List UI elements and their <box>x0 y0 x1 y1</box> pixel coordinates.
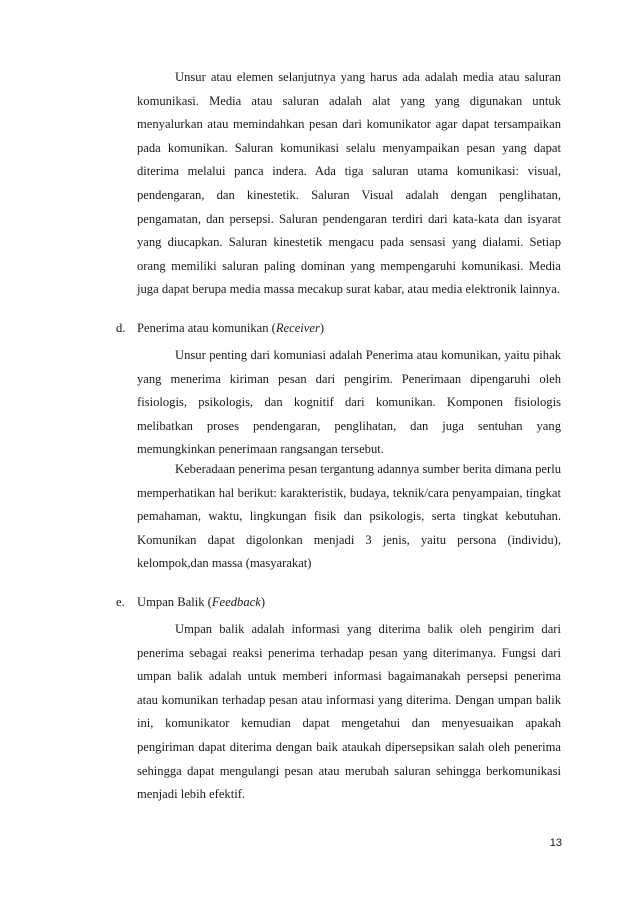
page-number: 13 <box>549 837 562 849</box>
list-marker-d: d. <box>116 321 126 335</box>
paragraph-receiver-factors: Keberadaan penerima pesan tergantung adannya sumber berita dimana perlu memperhatikan hal berikut: karakteristik, budaya, teknik/cara penyampaian, tingkat pemahaman, waktu, lingkungan fisik dan psikologis, serta tingkat kebutuhan. Komunikan dapat digolonkan menjadi 3 jenis, yaitu persona (individu), kelompok,dan massa (masyarakat) <box>137 462 561 571</box>
list-marker-e: e. <box>116 595 125 609</box>
heading-feedback-term: Feedback <box>211 595 261 609</box>
heading-receiver-text: Penerima atau komunikan ( <box>137 321 276 335</box>
paragraph-media-channel: Unsur atau elemen selanjutnya yang harus ada adalah media atau saluran komunikasi. Media atau saluran adalah alat yang yang digunakan untuk menyalurkan atau memindahkan pesan dari komunikator agar dapat tersampaikan pada komunikan. Saluran komunikasi selalu menyampaikan pesan yang dapat diterima melalui panca indera. Ada tiga saluran utama komunikasi: visual, pendengaran, dan kinestetik. Saluran Visual adalah dengan penglihatan, pengamatan, dan persepsi. Saluran pendengaran terdiri dari kata-kata dan isyarat yang diucapkan. Saluran kinestetik mengacu pada sensasi yang dialami. Setiap orang memiliki saluran paling dominan yang mempengaruhi komunikasi. Media juga dapat berupa media massa mecakup surat kabar, atau media elektronik lainnya. <box>137 70 561 297</box>
section-heading-receiver <box>116 317 561 341</box>
heading-receiver-close: ) <box>319 321 325 335</box>
paragraph-feedback-definition: Umpan balik adalah informasi yang diterima balik oleh pengirim dari penerima sebagai reaksi penerima terhadap pesan yang diterimanya. Fungsi dari umpan balik adalah untuk memberi informasi bagaimanakah persepsi penerima atau komunikan terhadap pesan atau informasi yang diterima. Dengan umpan balik ini, komunikator kemudian dapat mengetahui dan menyesuaikan apakah pengiriman dapat diterima dengan baik ataukah dipersepsikan salah oleh penerima sehingga dapat mengulangi pesan atau merubah saluran sehingga berkomunikasi menjadi lebih efektif. <box>137 622 561 802</box>
section-heading-feedback <box>116 591 561 615</box>
paragraph-receiver-definition: Unsur penting dari komuniasi adalah Penerima atau komunikan, yaitu pihak yang menerima kiriman pesan dari pengirim. Penerimaan dipengaruhi oleh fisiologis, psikologis, dan kognitif dari komunikan. Komponen fisiologis melibatkan proses pendengaran, penglihatan, dan juga sentuhan yang memungkinkan penerimaan rangsangan tersebut. <box>137 348 561 457</box>
heading-receiver-term: Receiver <box>275 321 320 335</box>
heading-feedback-close: ) <box>260 595 266 609</box>
heading-feedback-text: Umpan Balik ( <box>137 595 212 609</box>
